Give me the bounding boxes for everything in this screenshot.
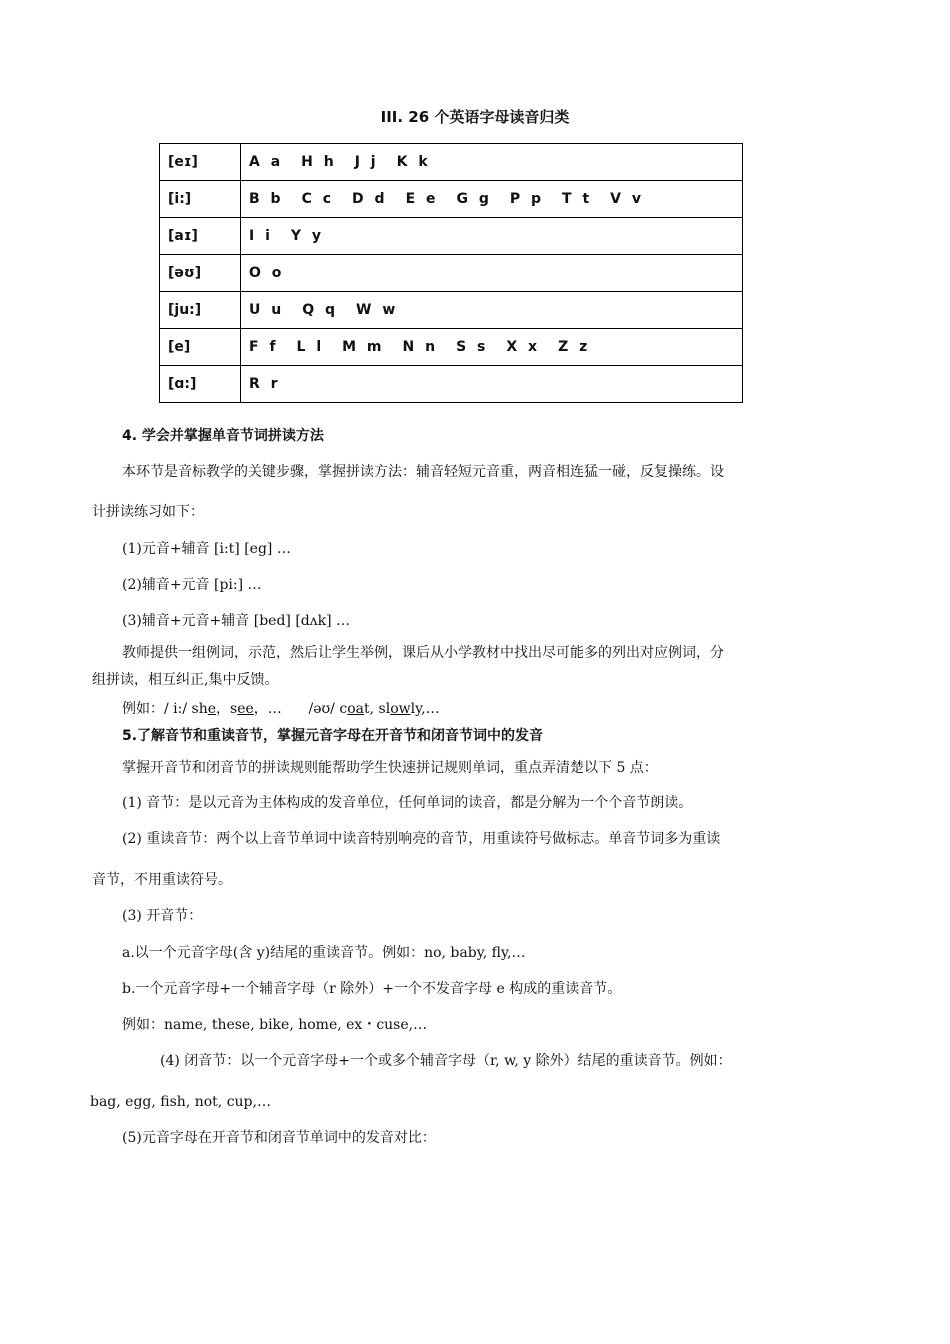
phonetic-symbol: [eɪ] xyxy=(160,144,241,181)
letter-pair: J j xyxy=(354,154,379,170)
table-row xyxy=(160,329,743,366)
letter-pair: F f xyxy=(249,339,279,355)
section-4-paragraph-1a: 本环节是音标教学的关键步骤，掌握拼读方法：辅音轻短元音重，两音相连猛一碰，反复操练。设 xyxy=(122,464,724,480)
point-3b: b.一个元音字母+一个辅音字母（r 除外）+一个不发音字母 e 构成的重读音节。 xyxy=(122,981,622,997)
page-title: III. 26 个英语字母读音归类 xyxy=(380,108,570,126)
point-3a: a.以一个元音字母(含 y)结尾的重读音节。例如：no, baby, fly,… xyxy=(122,945,526,961)
section-5-heading: 5.了解音节和重读音节，掌握元音字母在开音节和闭音节词中的发音 xyxy=(122,728,544,744)
point-2b: 音节，不用重读符号。 xyxy=(92,872,232,888)
phonetic-symbol: [e] xyxy=(160,329,241,366)
table-row xyxy=(160,366,743,403)
table-row xyxy=(160,255,743,292)
letter-pair: Q q xyxy=(302,302,339,318)
letter-pair: A a xyxy=(249,154,284,170)
letter-pair: T t xyxy=(562,191,593,207)
letter-pair: Y y xyxy=(290,228,325,244)
letter-pair: Z z xyxy=(558,339,591,355)
section-4-paragraph-2b: 组拼读，相互纠正,集中反馈。 xyxy=(92,672,279,688)
letters-cell xyxy=(241,366,743,403)
section-5-intro: 掌握开音节和闭音节的拼读规则能帮助学生快速拼记规则单词，重点弄清楚以下 5 点： xyxy=(122,760,658,776)
example-words: 例如：/ i:/ she，see，… /əʊ/ coat, slowly,… xyxy=(122,701,440,717)
letter-pair: G g xyxy=(456,191,492,207)
phonetic-symbol: [əʊ] xyxy=(160,255,241,292)
point-4b: bag, egg, fish, not, cup,… xyxy=(90,1094,271,1110)
phonetic-symbol: [i:] xyxy=(160,181,241,218)
letter-pair: S s xyxy=(456,339,489,355)
letter-pair: I i xyxy=(249,228,273,244)
letter-pair: C c xyxy=(301,191,335,207)
phonetic-symbol: [ɑ:] xyxy=(160,366,241,403)
letters-cell xyxy=(241,292,743,329)
letter-pair: W w xyxy=(356,302,399,318)
point-4a: (4) 闭音节：以一个元音字母+一个或多个辅音字母（r, w, y 除外）结尾的重读音节。例如： xyxy=(160,1053,732,1069)
table-row xyxy=(160,144,743,181)
exercise-item-2: (2)辅音+元音 [pi:] … xyxy=(122,577,262,593)
letter-pair: U u xyxy=(249,302,285,318)
letter-pair: D d xyxy=(352,191,388,207)
letter-sound-table xyxy=(159,143,743,403)
letter-pair: M m xyxy=(342,339,385,355)
exercise-item-1: (1)元音+辅音 [i:t] [eg] … xyxy=(122,541,291,557)
letter-pair: O o xyxy=(249,265,285,281)
letter-pair: H h xyxy=(301,154,337,170)
letters-cell xyxy=(241,255,743,292)
exercise-item-3: (3)辅音+元音+辅音 [bed] [dʌk] … xyxy=(122,613,351,629)
letter-pair: N n xyxy=(402,339,439,355)
table-row xyxy=(160,292,743,329)
point-3: (3) 开音节： xyxy=(122,908,203,924)
letters-cell xyxy=(241,181,743,218)
section-4-heading: 4. 学会并掌握单音节词拼读方法 xyxy=(122,428,324,444)
letter-pair: B b xyxy=(249,191,284,207)
phonetic-symbol: [aɪ] xyxy=(160,218,241,255)
point-5: (5)元音字母在开音节和闭音节单词中的发音对比： xyxy=(122,1130,436,1146)
section-4-paragraph-2a: 教师提供一组例词，示范，然后让学生举例，课后从小学教材中找出尽可能多的列出对应例词，分 xyxy=(122,645,724,661)
letters-cell xyxy=(241,144,743,181)
letter-pair: E e xyxy=(405,191,439,207)
point-2a: (2) 重读音节：两个以上音节单词中读音特别响亮的音节，用重读符号做标志。单音节词多为重读 xyxy=(122,831,721,847)
section-4-paragraph-1b: 计拼读练习如下： xyxy=(92,504,204,520)
table-row xyxy=(160,181,743,218)
letter-pair: X x xyxy=(506,339,541,355)
letter-pair: R r xyxy=(249,376,281,392)
letter-pair: L l xyxy=(296,339,325,355)
letter-pair: K k xyxy=(396,154,431,170)
letters-cell xyxy=(241,329,743,366)
letter-pair: P p xyxy=(509,191,545,207)
table-row xyxy=(160,218,743,255)
point-1: (1) 音节：是以元音为主体构成的发音单位，任何单词的读音，都是分解为一个个音节朗读。 xyxy=(122,795,693,811)
letter-pair: V v xyxy=(610,191,645,207)
point-3c: 例如：name, these, bike, home, ex・cuse,… xyxy=(122,1017,428,1033)
letters-cell xyxy=(241,218,743,255)
phonetic-symbol: [ju:] xyxy=(160,292,241,329)
